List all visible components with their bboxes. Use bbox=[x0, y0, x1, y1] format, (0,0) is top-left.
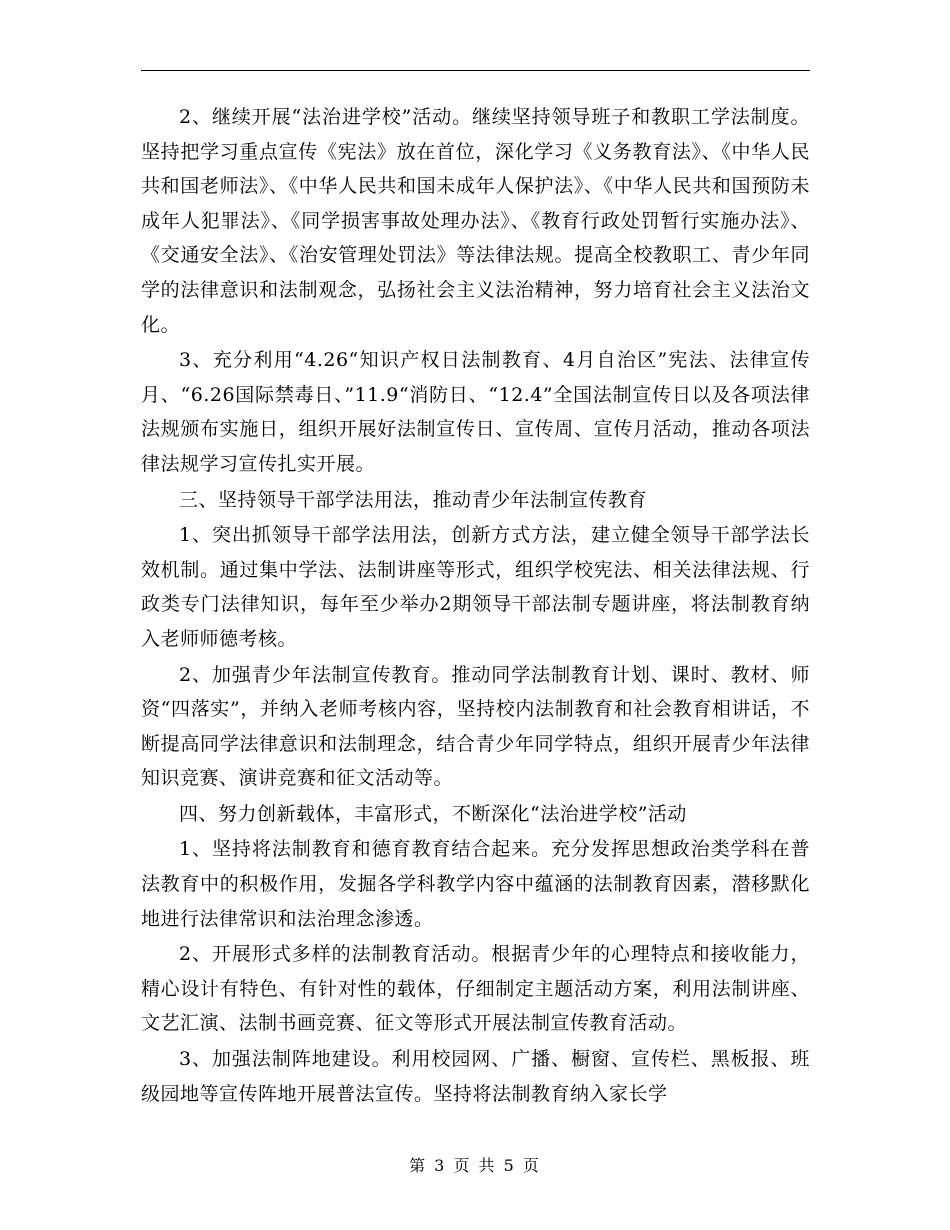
footer-page-number: 3 bbox=[434, 1156, 447, 1175]
paragraph-moral-education: 1、坚持将法制教育和德育教育结合起来。充分发挥思想政治类学科在普法教育中的积极作用，发掘各学科教学内容中蕴涵的法制教育因素，潜移默化地进行法律常识和法治理念渗透。 bbox=[141, 838, 810, 930]
header-rule bbox=[141, 70, 810, 71]
paragraph-position-building: 3、加强法制阵地建设。利用校园网、广播、橱窗、宣传栏、黑板报、班级园地等宣传阵地开展普法宣传。坚持将法制教育纳入家长学 bbox=[141, 1048, 810, 1105]
paragraph-leader-study: 1、突出抓领导干部学法用法，创新方式方法，建立健全领导干部学法长效机制。通过集中学法、法制讲座等形式，组织学校宪法、相关法律法规、行政类专门法律知识，每年至少举办2期领导干部法制专题讲座，将法制教育纳入老师师德考核。 bbox=[141, 524, 810, 650]
footer-suffix: 页 bbox=[522, 1156, 541, 1175]
paragraph-diverse-activities: 2、开展形式多样的法制教育活动。根据青少年的心理特点和接收能力，精心设计有特色、有针对性的载体，仔细制定主题活动方案，利用法制讲座、文艺汇演、法制书画竞赛、征文等形式开展法制宣传教育活动。 bbox=[141, 943, 810, 1035]
section-heading-three: 三、坚持领导干部学法用法，推动青少年法制宣传教育 bbox=[179, 488, 648, 511]
page-footer bbox=[0, 1153, 950, 1176]
document-body bbox=[141, 100, 810, 1112]
paragraph-legal-campus-activity: 2、继续开展“法治进学校”活动。继续坚持领导班子和教职工学法制度。坚持把学习重点宣传《宪法》放在首位，深化学习《义务教育法》、《中华人民共和国老师法》、《中华人民共和国未成年人保护法》、《中华人民共和国预防未成年人犯罪法》、《同学损害事故处理办法》、《教育行政处罚暂行实施办法》、《交通安全法》、《治安管理处罚法》等法律法规。提高全校教职工、青少年同学的法律意识和法制观念，弘扬社会主义法治精神，努力培育社会主义法治文化。 bbox=[141, 106, 810, 336]
paragraph-youth-education: 2、加强青少年法制宣传教育。推动同学法制教育计划、课时、教材、师资“四落实”，并纳入老师考核内容，坚持校内法制教育和社会教育相讲话，不断提高同学法律意识和法制理念，结合青少年同学特点，组织开展青少年法律知识竞赛、演讲竞赛和征文活动等。 bbox=[141, 663, 810, 790]
paragraph-publicity-days: 3、充分利用“4.26“知识产权日法制教育、4月自治区”宪法、法律宣传月、“6.26国际禁毒日、”11.9“消防日、“12.4”全国法制宣传日以及各项法律法规颁布实施日，组织开展好法制宣传日、宣传周、宣传月活动，推动各项法律法规学习宣传扎实开展。 bbox=[141, 349, 810, 475]
section-heading-four: 四、努力创新载体，丰富形式，不断深化“法治进学校”活动 bbox=[179, 802, 687, 825]
footer-middle: 页 共 bbox=[453, 1156, 497, 1175]
footer-prefix: 第 bbox=[409, 1156, 428, 1175]
footer-total-pages: 5 bbox=[503, 1156, 516, 1175]
